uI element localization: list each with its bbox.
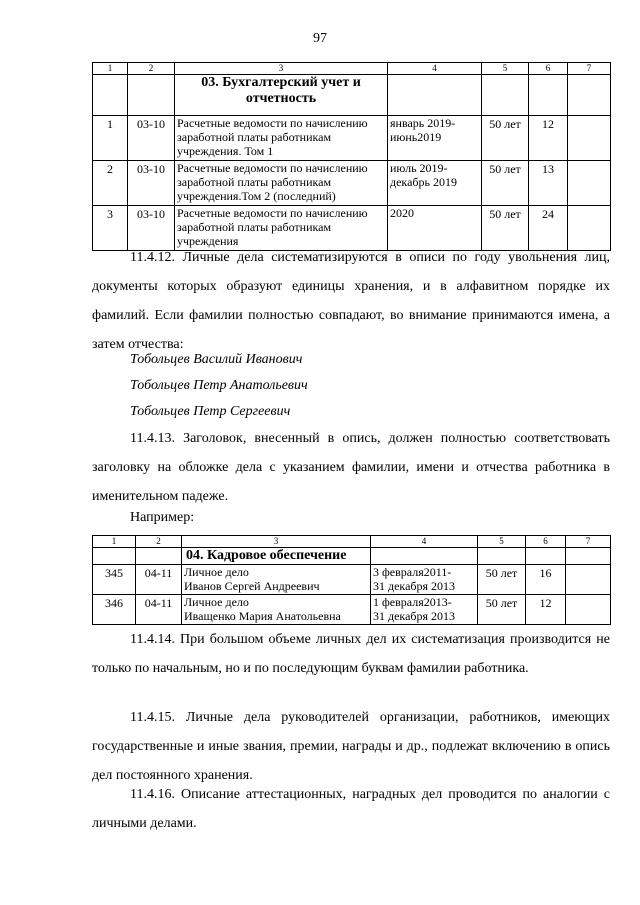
column-number: 6 [526,536,566,548]
inventory-table-personnel [92,535,611,625]
file-index: 04-11 [136,595,182,625]
column-number: 2 [128,63,175,75]
file-title [182,595,371,625]
note [568,116,611,161]
column-number: 1 [93,536,136,548]
paragraph-11-4-16: 11.4.16. Описание аттестационных, наградных дел проводится по аналогии с личными делами. [92,787,610,831]
inventory-table-accounting [92,62,611,251]
file-index: 03-10 [128,206,175,251]
paragraph-11-4-13: 11.4.13. Заголовок, внесенный в опись, должен полностью соответствовать заголовку на обложке дела с указанием фамилии, имени и отчества работника в именительном падеже. [92,431,610,504]
file-title [182,565,371,595]
file-dates: январь 2019-июнь2019 [388,116,482,161]
file-title: Расчетные ведомости по начислению заработной платы работникам учреждения [175,206,388,251]
employee-name: Иванов Сергей Андреевич [184,579,320,593]
row-number: 1 [93,116,128,161]
column-number: 3 [182,536,371,548]
date-start: 3 февраля2011- [373,565,452,579]
retention-term: 50 лет [478,595,526,625]
column-number: 6 [529,63,568,75]
column-number: 4 [388,63,482,75]
file-title-line: Личное дело [184,595,249,609]
file-title: Расчетные ведомости по начислению заработной платы работникам учреждения. Том 1 [175,116,388,161]
column-number: 7 [568,63,611,75]
column-number: 3 [175,63,388,75]
column-number: 1 [93,63,128,75]
section-title: 03. Бухгалтерский учет и отчетность [175,75,388,116]
file-dates [371,565,478,595]
file-index: 04-11 [136,565,182,595]
file-dates: 2020 [388,206,482,251]
file-index: 03-10 [128,161,175,206]
employee-name: Иващенко Мария Анатольевна [184,609,341,623]
column-number: 7 [566,536,611,548]
sheet-count: 12 [529,116,568,161]
sheet-count: 12 [526,595,566,625]
table-row [93,595,611,625]
row-number: 345 [93,565,136,595]
section-title: 04. Кадровое обеспечение [182,548,371,565]
retention-term: 50 лет [478,565,526,595]
page-number: 97 [313,31,327,46]
row-number: 3 [93,206,128,251]
column-number-row [93,536,611,548]
row-number: 346 [93,595,136,625]
note [566,565,611,595]
table-row [93,161,611,206]
column-number: 4 [371,536,478,548]
table-row [93,116,611,161]
column-number: 2 [136,536,182,548]
retention-term: 50 лет [482,161,529,206]
example-label: Например: [130,510,195,525]
file-index: 03-10 [128,116,175,161]
section-row [93,75,611,116]
sheet-count: 24 [529,206,568,251]
note [566,595,611,625]
row-number: 2 [93,161,128,206]
file-title-line: Личное дело [184,565,249,579]
note [568,161,611,206]
retention-term: 50 лет [482,116,529,161]
example-name: Тобольцев Василий Иванович [130,352,303,367]
column-number: 5 [482,63,529,75]
column-number-row [93,63,611,75]
date-start: 1 февраля2013- [373,595,452,609]
sheet-count: 13 [529,161,568,206]
section-row [93,548,611,565]
example-name: Тобольцев Петр Сергеевич [130,404,291,419]
file-title: Расчетные ведомости по начислению заработной платы работникам учреждения.Том 2 (последний) [175,161,388,206]
column-number: 5 [478,536,526,548]
retention-term: 50 лет [482,206,529,251]
paragraph-11-4-12: 11.4.12. Личные дела систематизируются в описи по году увольнения лиц, документы которых образуют единицы хранения, и в алфавитном порядке их фамилий. Если фамилии полностью совпадают, во внимание принимаются имена, а затем отчества: [92,250,610,352]
example-name: Тобольцев Петр Анатольевич [130,378,308,393]
sheet-count: 16 [526,565,566,595]
paragraph-11-4-14: 11.4.14. При большом объеме личных дел их систематизация производится не только по начальным, но и по последующим буквам фамилии работника. [92,632,610,676]
paragraph-11-4-15: 11.4.15. Личные дела руководителей организации, работников, имеющих государственные и иные звания, премии, награды и др., подлежат включению в опись дел постоянного хранения. [92,710,610,783]
table-row [93,565,611,595]
file-dates: июль 2019-декабрь 2019 [388,161,482,206]
file-dates [371,595,478,625]
date-end: 31 декабря 2013 [373,609,456,623]
date-end: 31 декабря 2013 [373,579,456,593]
